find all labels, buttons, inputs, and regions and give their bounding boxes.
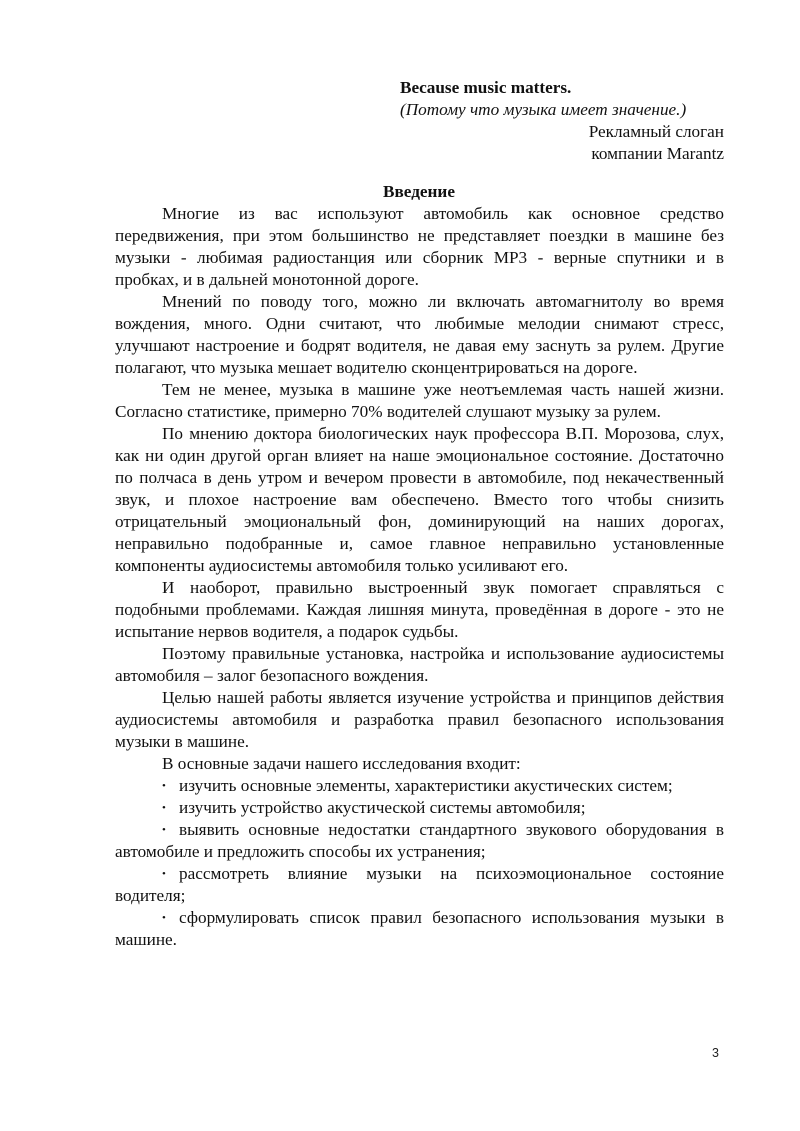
epigraph-slogan: Because music matters.	[400, 78, 572, 97]
paragraph: Целью нашей работы является изучение устройства и принципов действия аудиосистемы автомобиля и разработка правил безопасного использования музыки в машине.	[115, 688, 724, 751]
bullet-icon: •	[162, 780, 166, 792]
paragraph: Многие из вас используют автомобиль как основное средство передвижения, при этом большинство не представляет поездки в машине без музыки - любимая радиостанция или сборник MP3 - верные спутники и в пробках, и в дальней монотонной дороге.	[115, 204, 724, 289]
bullet-icon: •	[162, 802, 166, 814]
paragraph: Мнений по поводу того, можно ли включать автомагнитолу во время вождения, много. Одни считают, что любимые мелодии снимают стресс, улучшают настроение и бодрят водителя, не давая ему заснуть за рулем. Другие полагают, что музыка мешает водителю сконцентрироваться на дороге.	[115, 292, 724, 377]
tasks-list	[115, 775, 724, 951]
epigraph	[400, 77, 724, 165]
task-text: рассмотреть влияние музыки на психоэмоциональное состояние водителя;	[115, 864, 724, 905]
paragraph: По мнению доктора биологических наук профессора В.П. Морозова, слух, как ни один другой орган влияет на наше эмоциональное состояние. Достаточно по полчаса в день утром и вечером провести в автомобиле, под некачественный звук, и плохое настроение вам обеспечено. Вместо того чтобы снизить отрицательный эмоциональный фон, доминирующий на наших дорогах, неправильно подобранные и, самое главное неправильно установленные компоненты аудиосистемы автомобиля только усиливают его.	[115, 424, 724, 575]
bullet-icon: •	[162, 824, 166, 836]
list-item	[115, 907, 724, 951]
list-item	[115, 775, 724, 797]
list-item	[115, 819, 724, 863]
task-text: изучить основные элементы, характеристики акустических систем;	[179, 776, 673, 795]
section-heading: Введение	[383, 182, 455, 201]
paragraph: Поэтому правильные установка, настройка и использование аудиосистемы автомобиля – залог безопасного вождения.	[115, 644, 724, 685]
task-text: выявить основные недостатки стандартного звукового оборудования в автомобиле и предложить способы их устранения;	[115, 820, 724, 861]
list-item	[115, 863, 724, 907]
bullet-icon: •	[162, 912, 166, 924]
bullet-icon: •	[162, 868, 166, 880]
list-item	[115, 797, 724, 819]
epigraph-attribution-line1: Рекламный слоган	[588, 122, 724, 141]
paragraph: В основные задачи нашего исследования входит:	[162, 754, 521, 773]
task-text: сформулировать список правил безопасного использования музыки в машине.	[115, 908, 724, 949]
task-text: изучить устройство акустической системы автомобиля;	[179, 798, 586, 817]
page-number: 3	[712, 1046, 719, 1060]
paragraph: Тем не менее, музыка в машине уже неотъемлемая часть нашей жизни. Согласно статистике, примерно 70% водителей слушают музыку за рулем.	[115, 380, 724, 421]
epigraph-attribution-line2: компании Marantz	[591, 144, 724, 163]
body-text	[115, 203, 724, 951]
epigraph-translation: (Потому что музыка имеет значение.)	[400, 100, 687, 119]
paragraph: И наоборот, правильно выстроенный звук помогает справляться с подобными проблемами. Каждая лишняя минута, проведённая в дороге - это не испытание нервов водителя, а подарок судьбы.	[115, 578, 724, 641]
